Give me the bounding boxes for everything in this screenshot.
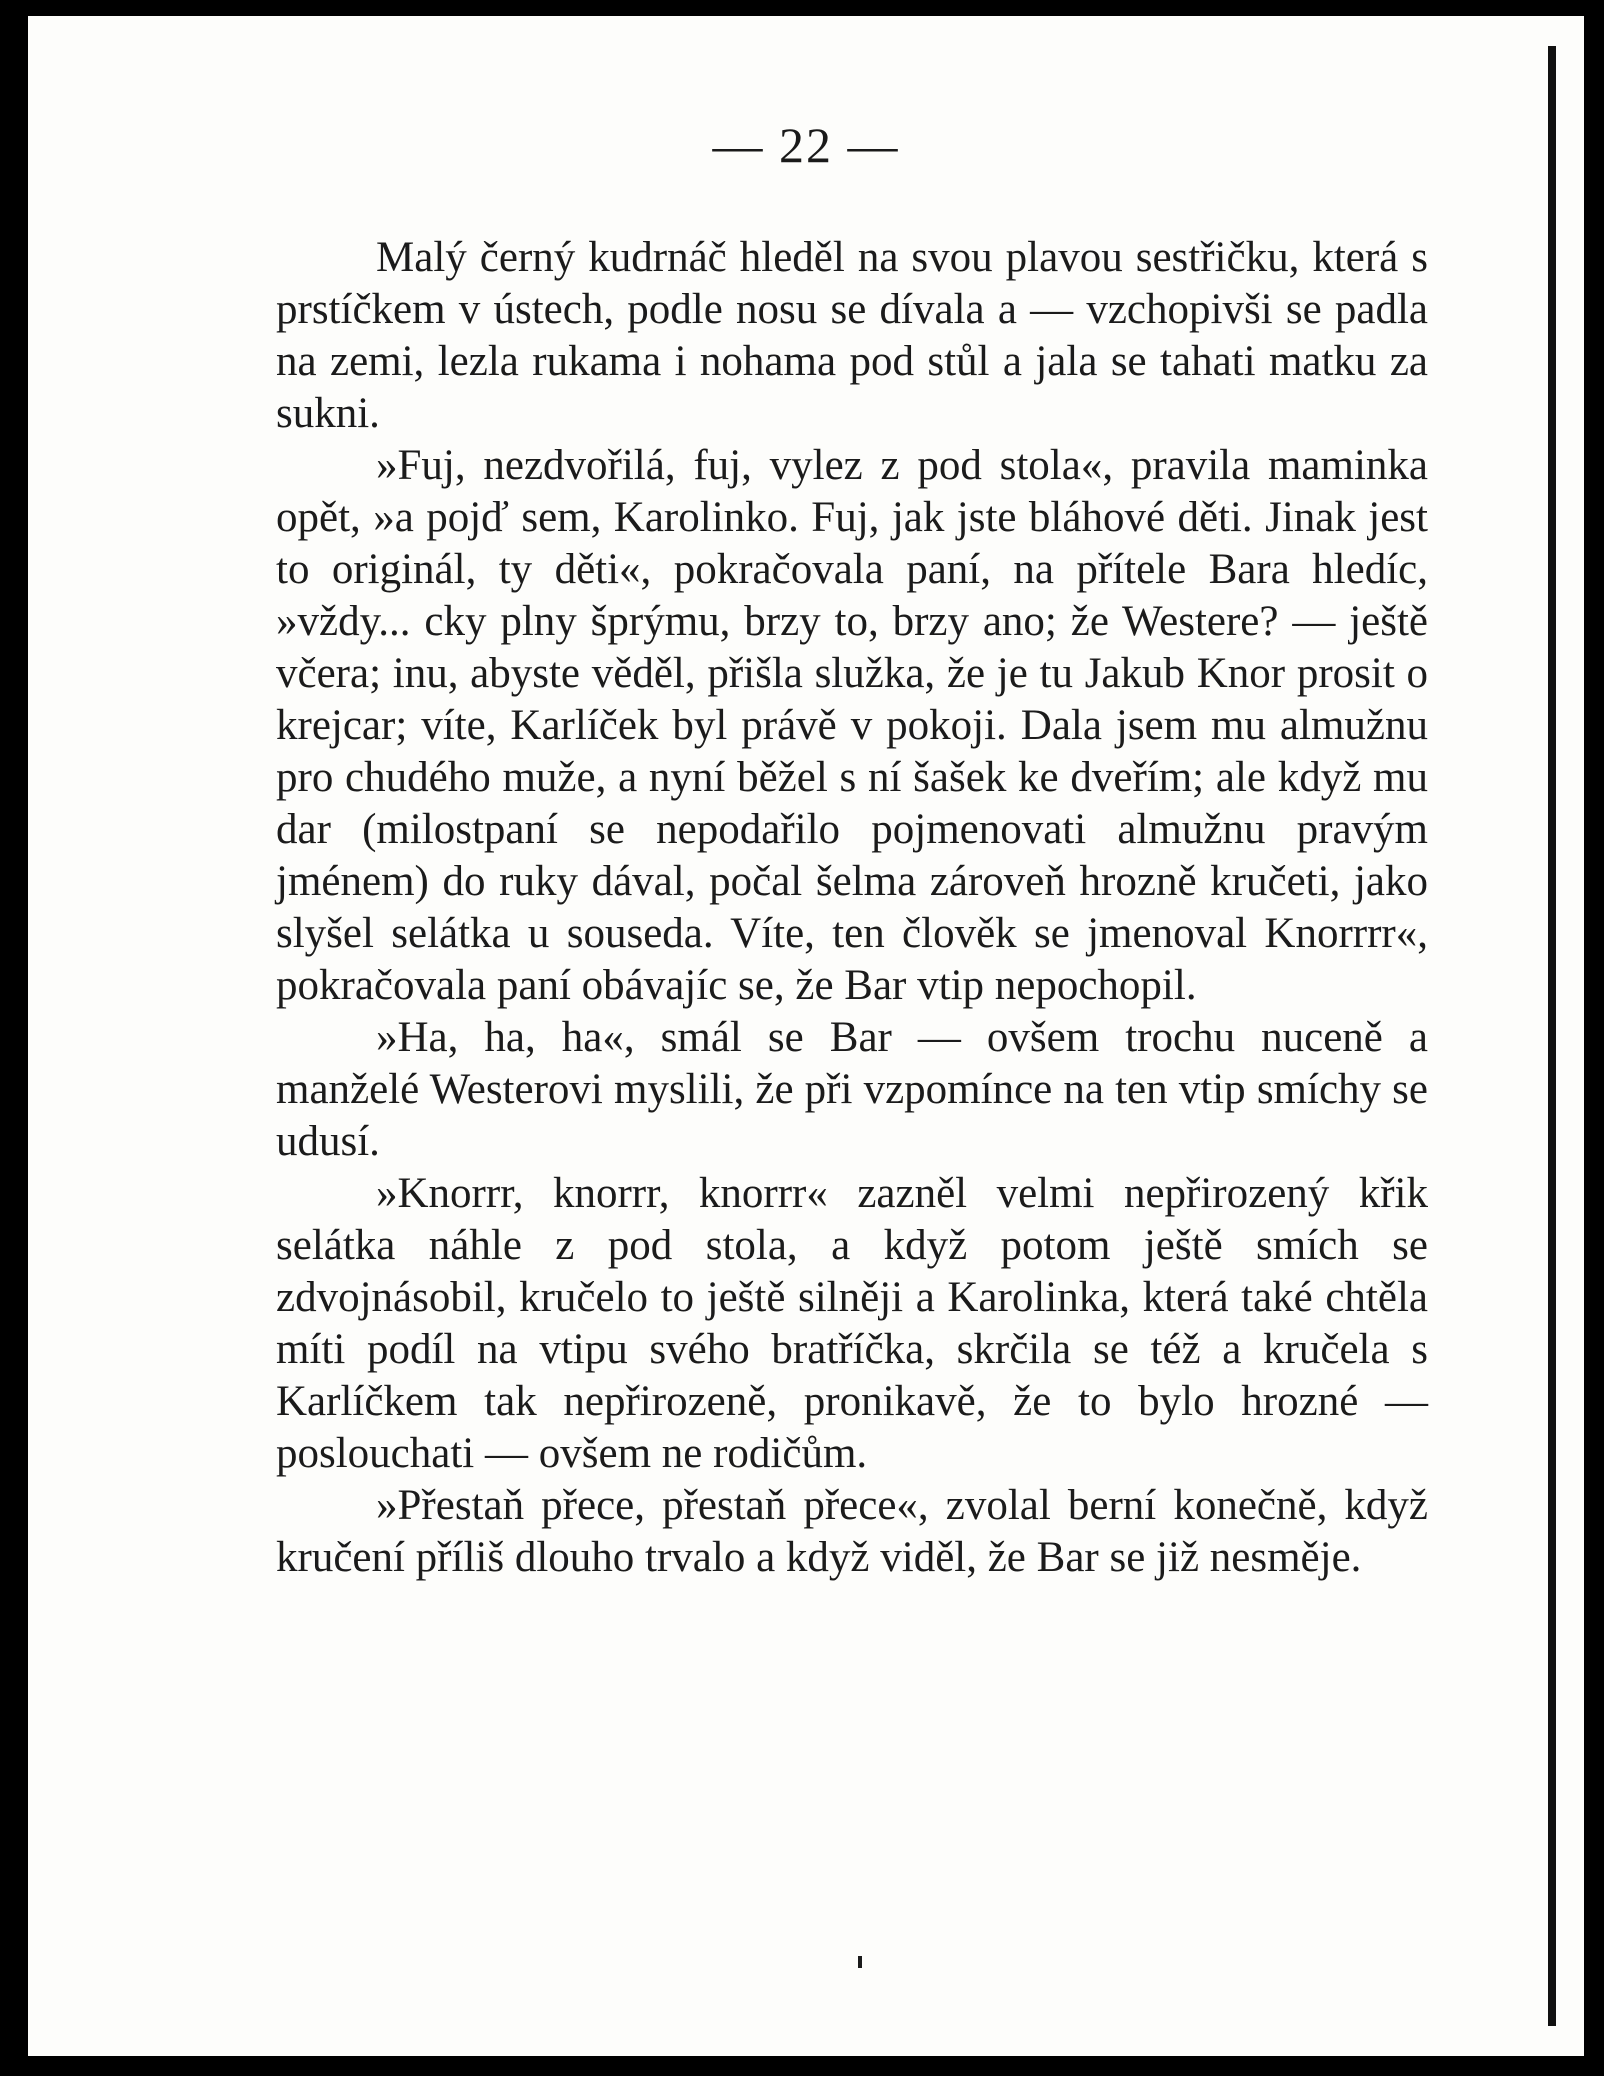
- body-text: [276, 232, 1428, 1584]
- paragraph-1: Malý černý kudrnáč hleděl na svou plavou sestřičku, která s prstíčkem v ústech, podle nosu se dívala a — vzchopivši se padla na zemi, lezla rukama i nohama pod stůl a jala se tahati matku za sukni.: [276, 234, 1428, 437]
- paragraph-2: »Fuj, nezdvořilá, fuj, vylez z pod stola«, pravila maminka opět, »a pojď sem, Karolinko. Fuj, jak jste bláhové děti. Jinak jest to originál, ty děti«, pokračovala paní, na přítele Bara hledíc, »vždy... cky plny šprýmu, brzy to, brzy ano; že Westere? — ještě včera; inu, abyste věděl, přišla služka, že je tu Jakub Knor prosit o krejcar; víte, Karlíček byl právě v pokoji. Dala jsem mu almužnu pro chudého muže, a nyní běžel s ní šašek ke dveřím; ale když mu dar (milostpaní se nepodařilo pojmenovati almužnu pravým jménem) do ruky dával, počal šelma zároveň hrozně kručeti, jako slyšel selátka u souseda. Víte, ten člověk se jmenoval Knorrrr«, pokračovala paní obávajíc se, že Bar vtip nepochopil.: [276, 442, 1428, 1009]
- binding-edge: [1548, 46, 1556, 2026]
- page-number: — 22 —: [712, 117, 900, 173]
- ink-speck: [858, 1956, 862, 1968]
- paragraph-5: »Přestaň přece, přestaň přece«, zvolal berní konečně, když kručení příliš dlouho trvalo a když viděl, že Bar se již nesměje.: [276, 1482, 1428, 1581]
- paragraph-4: »Knorrr, knorrr, knorrr« zazněl velmi nepřirozený křik selátka náhle z pod stola, a když potom ještě smích se zdvojnásobil, kručelo to ještě silněji a Karolinka, která také chtěla míti podíl na vtipu svého bratříčka, skrčila se též a kručela s Karlíčkem tak nepřirozeně, pronikavě, že to bylo hrozné — poslouchati — ovšem ne rodičům.: [276, 1170, 1428, 1477]
- book-page: [28, 16, 1584, 2056]
- paragraph-3: »Ha, ha, ha«, smál se Bar — ovšem trochu nuceně a manželé Westerovi myslili, že při vzpomínce na ten vtip smíchy se udusí.: [276, 1014, 1428, 1165]
